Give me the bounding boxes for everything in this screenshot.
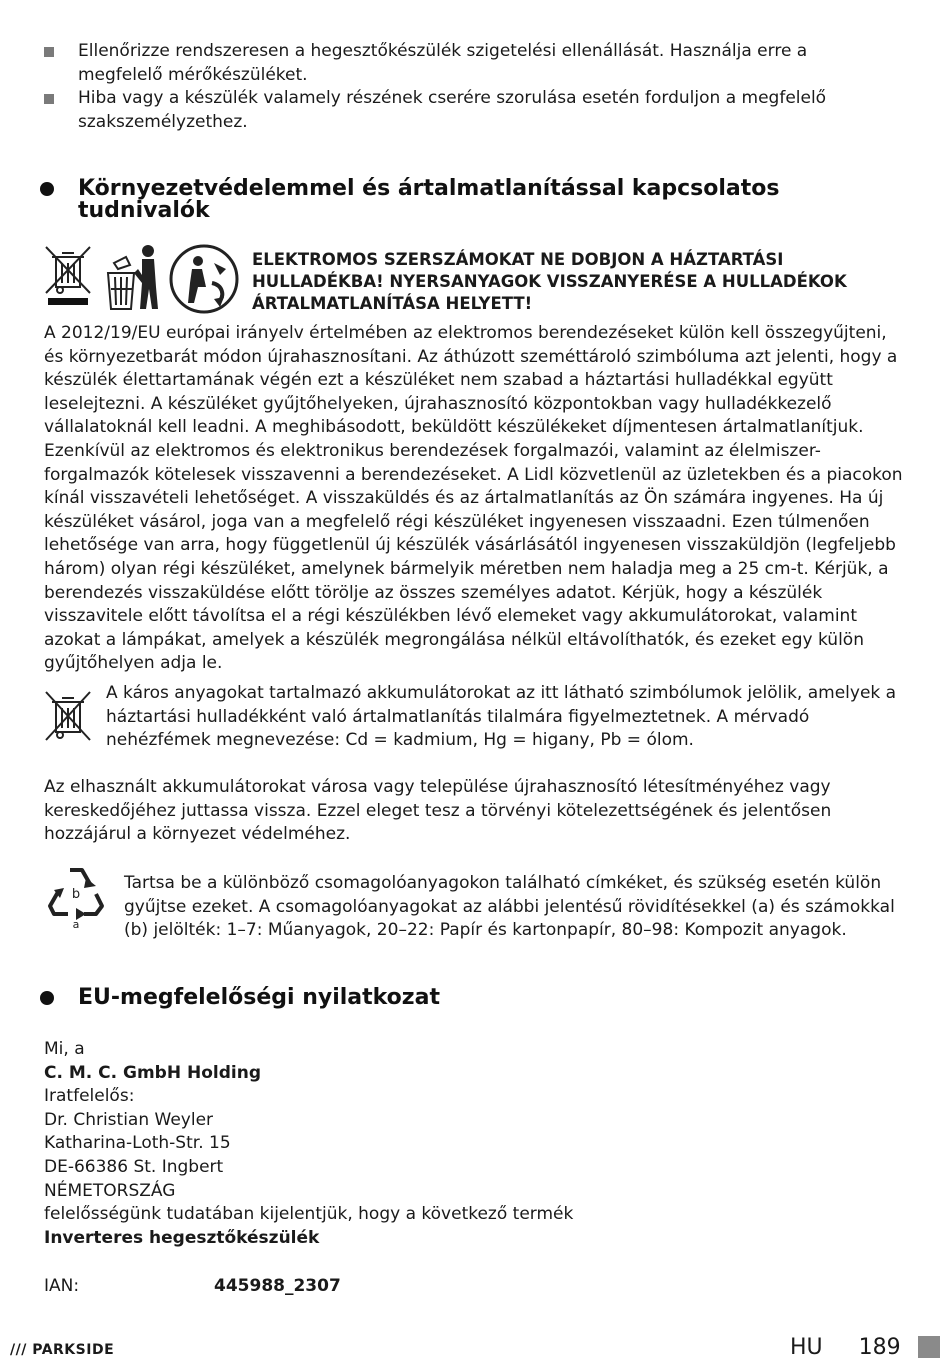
packaging-recycle-triangle-icon [46, 862, 106, 932]
battery-return-paragraph: Az elhasznált akkumulátorokat városa vagy települése újrahasznosító létesítményéhez vagy kereskedőjéhez juttassa vissza. Ezzel eleget tesz a törvényi kötelezettségének és jelentősen hozzájárul a környezet védelméhez. [44, 777, 832, 845]
footer-marker-square [918, 1336, 940, 1358]
bullet-square-icon [44, 47, 54, 57]
crossed-bin-icon [42, 243, 94, 307]
brand-logo: /// PARKSIDE [10, 1342, 115, 1358]
recycle-label-b: b [71, 887, 81, 902]
bullet-text: Ellenőrizze rendszeresen a hegesztőkészülék szigetelési ellenállását. Használja erre a megfelelő mérőkészüléket. [78, 41, 808, 85]
page-number: 189 [858, 1335, 901, 1360]
battery-note: A káros anyagokat tartalmazó akkumulátorokat az itt látható szimbólumok jelölik, amelyek a háztartási hulladékként való ártalmatlanítás tilalmára figyelmeztetnek. A mérvadó nehézfémek megnevezése: Cd = kadmium, Hg = higany, Pb = ólom. [106, 683, 897, 751]
bullet-square-icon [44, 94, 54, 104]
declaration-line: Iratfelelős: [44, 1086, 135, 1107]
language-code: HU [790, 1335, 823, 1360]
maintenance-bullet-list [44, 40, 894, 134]
heading-bullet-icon [40, 991, 54, 1005]
page-footer-number [790, 1334, 901, 1362]
recycling-arrows-icon [168, 243, 240, 315]
weee-paragraph: A 2012/19/EU európai irányelv értelmében az elektromos berendezéseket külön kell összegyűjteni, és környezetbarát módon újrahasznosítani. Az áthúzott szeméttároló szimbóluma azt jelenti, hogy a készülék élettartamának végén ezt a készüléket nem szabad a háztartási hulladékkal együtt leselejtezni. A készüléket gyűjtőhelyeken, újrahasznosító központokban vagy hulladékkezelő vállalatoknál kell leadni. A meghibásodott, beküldött készülékeket díjmentesen ártalmatlanítjuk. Ezenkívül az elektromos és elektronikus berendezések forgalmazói, valamint az élelmiszer-forgalmazók kötelesek visszavenni a berendezéseket. A Lidl közvetlenül az üzletekben és a piacokon kínál visszavételi lehetőséget. A visszaküldés és az ártalmatlanítás az Ön számára ingyenes. Ha új készüléket vásárol, joga van a megfelelő régi készüléket ingyenesen visszaadni. Ezen túlmenően lehetősége van arra, hogy függetlenül új készülék vásárlásától ingyenesen visszaküldjön (legfeljebb három) olyan régi készüléket, amelynek bármelyik méretben nem haladja meg a 25 cm-t. Kérjük, a berendezés visszaküldése előtt törölje az összes személyes adatot. Kérjük, hogy a készülék visszavitele előtt távolítsa el a régi készülékben lévő elemeket vagy akkumulátorokat, valamint azokat a lámpákat, amelyek a készülék megrongálása nélkül eltávolíthatók, és ezeket egy külön gyűjtőhelyen adja le. [44, 323, 903, 674]
disposal-warning: ELEKTROMOS SZERSZÁMOKAT NE DOBJON A HÁZTARTÁSI HULLADÉKBA! NYERSANYAGOK VISSZANYERÉSE A HULLADÉKOK ÁRTALMATLANÍTÁSA HELYETT! [252, 250, 847, 313]
recycle-label-a: a [72, 918, 80, 931]
crossed-battery-bin-icon [42, 688, 94, 744]
declaration-line: Dr. Christian Weyler [44, 1109, 214, 1130]
section-heading-environment: Környezetvédelemmel és ártalmatlanítással kapcsolatos tudnivalók [78, 176, 780, 223]
declaration-block [44, 1038, 744, 1250]
bin-person-icon [104, 243, 160, 313]
list-item [44, 40, 894, 87]
declaration-line: NÉMETORSZÁG [44, 1180, 176, 1201]
bullet-text: Hiba vagy a készülék valamely részének cserére szorulása esetén forduljon a megfelelő szakszemélyzethez. [78, 88, 827, 132]
list-item [44, 87, 894, 134]
packaging-note: Tartsa be a különböző csomagolóanyagokon található címkéket, és szükség esetén külön gyűjtse ezeket. A csomagolóanyagokat az alábbi jelentésű rövidítésekkel (a) és számokkal (b) jelölték: 1–7: Műanyagok, 20–22: Papír és kartonpapír, 80–98: Kompozit anyagok. [124, 873, 895, 941]
product-name: Inverteres hegesztőkészülék [44, 1227, 320, 1248]
section-heading-eu-declaration: EU-megfelelőségi nyilatkozat [78, 985, 440, 1010]
ian-value: 445988_2307 [214, 1276, 341, 1296]
ian-label: IAN: [44, 1276, 80, 1296]
declaration-line: Katharina-Loth-Str. 15 [44, 1133, 231, 1154]
declaration-line: felelősségünk tudatában kijelentjük, hogy a következő termék [44, 1204, 574, 1225]
heading-bullet-icon [40, 182, 54, 196]
declaration-line: Mi, a [44, 1039, 85, 1059]
declaration-line: DE-66386 St. Ingbert [44, 1156, 224, 1177]
company-name: C. M. C. GmbH Holding [44, 1062, 261, 1083]
